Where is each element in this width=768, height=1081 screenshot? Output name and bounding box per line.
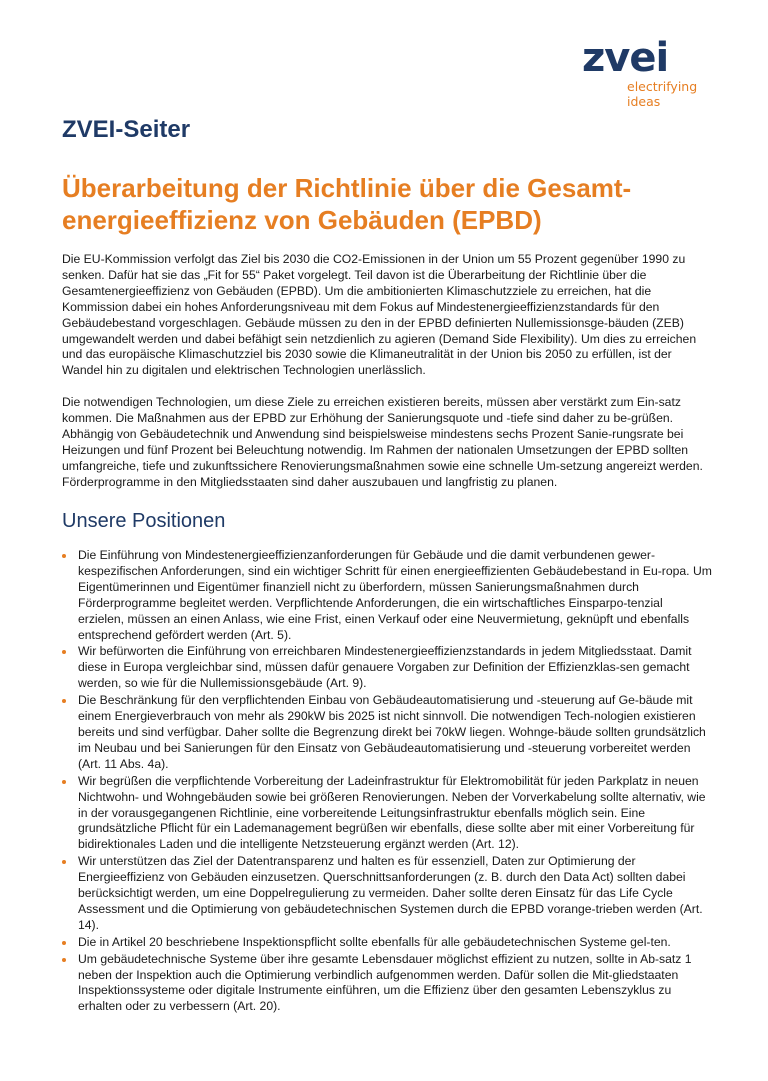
- list-item: [62, 774, 712, 854]
- bullet-icon: [62, 780, 66, 784]
- list-item-text: Wir befürworten die Einführung von erreichbaren Mindestenergieeffizienzstandards in jedem Mitgliedsstaat. Damit diese in Europa vergleichbar sind, müssen dafür genauere Vorgaben zur Definition der Effizienzklas-sen gemacht werden, so wie für die Nullemissionsgebäude (Art. 9).: [78, 644, 692, 691]
- list-item-text: Wir unterstützen das Ziel der Datentransparenz und halten es für essenziell, Daten zur Optimierung der Energieeffizienz von Gebäuden einzusetzen. Querschnittsanforderungen (z. B. durch den Data Act) sollten dabei berücksichtigt werden, um eine Doppelregulierung zu vermeiden. Daher sollte deren Einsatz für das Life Cycle Assessment und die Optimierung von gebäudetechnischen Systemen durch die EPBD vorange-trieben werden (Art. 14).: [78, 854, 703, 932]
- bullet-icon: [62, 554, 66, 558]
- zvei-logo: [582, 35, 712, 109]
- list-item: [62, 854, 712, 934]
- list-item: [62, 935, 712, 951]
- bullet-icon: [62, 699, 66, 703]
- list-item: [62, 548, 712, 643]
- list-item: [62, 952, 712, 1016]
- title-line-1: Überarbeitung der Richtlinie über die Gesamt-: [62, 173, 632, 203]
- bullet-icon: [62, 941, 66, 945]
- list-item: [62, 644, 712, 692]
- section-heading: Unsere Positionen: [62, 510, 226, 532]
- logo-tagline-2: ideas: [627, 94, 661, 109]
- logo-wordmark: zvei: [582, 35, 669, 81]
- list-item-text: Wir begrüßen die verpflichtende Vorbereitung der Ladeinfrastruktur für Elektromobilität für jeden Parkplatz in neuen Nichtwohn- und Wohngebäuden sowie bei größeren Renovierungen. Neben der Vorverkabelung sollte alternativ, wie in der vorausgegangenen Richtlinie, eine vorbereitende Leitungsinfrastruktur ebenfalls möglich sein. Eine grundsätzliche Pflicht für ein Lademanagement begrüßen wir ebenfalls, diese sollte aber mit einer Vorbereitung für bidirektionales Laden und die intelligente Netzsteuerung ergänzt werden (Art. 12).: [78, 773, 706, 852]
- list-item-text: Die Beschränkung für den verpflichtenden Einbau von Gebäudeautomatisierung und -steuerung auf Ge-bäude mit einem Energieverbrauch von mehr als 290kW bis 2025 ist nicht sinnvoll. Die notwendigen Tech-nologien existieren bereits und sind verfügbar. Daher sollte die Begrenzung direkt bei 70kW liegen. Wohnge-bäude sollten grundsätzlich im Neubau und bei Sanierungen für den Einsatz von Gebäudeautomatisierung und -steuerung vorbereitet werden (Art. 11 Abs. 4a).: [78, 693, 706, 771]
- list-item-text: Um gebäudetechnische Systeme über ihre gesamte Lebensdauer möglichst effizient zu nutzen, sollte in Ab-satz 1 neben der Inspektion auch die Optimierung verbindlich aufgenommen werden. Dafür sollen die Mit-gliedstaaten Inspektionssysteme oder digitale Instrumente einführen, um die Effizienz über den gesamten Lebenszyklus zu erhalten oder zu verbessern (Art. 20).: [78, 951, 692, 1014]
- bullet-icon: [62, 958, 66, 962]
- bullet-icon: [62, 650, 66, 654]
- intro-paragraph-1: Die EU-Kommission verfolgt das Ziel bis 2030 die CO2-Emissionen in der Union um 55 Prozent gegenüber 1990 zu senken. Dafür hat sie das „Fit for 55“ Paket vorgelegt. Teil davon ist die Überarbeitung der Richtlinie über die Gesamtenergieeffizienz von Gebäuden (EPBD). Um die ambitionierten Klimaschutzziele zu erreichen, hat die Kommission dabei ein hohes Anforderungsniveau mit dem Fokus auf Mindestenergieeffizienzstandards für den Gebäudebestand vorgeschlagen. Gebäude müssen zu den in der EPBD definierten Nullemissionsge-bäuden (ZEB) umgewandelt werden und dabei befähigt sein netzdienlich zu agieren (Demand Side Flexibility). Um dies zu erreichen und das europäische Klimaschutzziel bis 2030 sowie die Klimaneutralität in der Union bis 2050 zu erfüllen, ist der Wandel hin zu digitalen und elektrischen Technologien unerlässlich.: [62, 252, 697, 378]
- intro-paragraph-2: Die notwendigen Technologien, um diese Ziele zu erreichen existieren bereits, müssen aber verstärkt zum Ein-satz kommen. Die Maßnahmen aus der EPBD zur Erhöhung der Sanierungsquote und -tiefe sind daher zu be-grüßen. Abhängig von Gebäudetechnik und Anwendung sind beispielsweise mindestens sechs Prozent Sanie-rungsrate bei Heizungen und fünf Prozent bei Beleuchtung notwendig. Im Rahmen der nationalen Umsetzungen der EPBD sollten umfangreiche, tiefe und zukunftssichere Renovierungsmaßnahmen sowie eine schnelle Um-setzung angereizt werden. Förderprogramme in den Mitgliedsstaaten sind daher auszubauen und langfristig zu planen.: [62, 395, 703, 489]
- page-title: [62, 172, 712, 236]
- list-item: [62, 693, 712, 773]
- positions-list: [62, 548, 712, 1016]
- logo-tagline-1: electrifying: [627, 79, 698, 94]
- bullet-icon: [62, 860, 66, 864]
- title-line-2: energieeffizienz von Gebäuden (EPBD): [62, 205, 542, 235]
- kicker-heading: ZVEI-Seiter: [62, 116, 191, 143]
- list-item-text: Die Einführung von Mindestenergieeffizienzanforderungen für Gebäude und die damit verbundenen gewer-kespezifischen Anforderungen, sind ein wichtiger Schritt für einen energieeffizienten Gebäudebestand in Eu-ropa. Um Eigentümerinnen und Eigentümer finanziell nicht zu überfordern, müssen Sanierungsmaßnahmen durch Förderprogramme begleitet werden. Verpflichtende Anforderungen, die ein wirtschaftliches Einsparpo-tenzial erzielen, müssen an einen Anlass, wie eine Frist, einen Verkauf oder eine Neuvermietung, geknüpft und ebenfalls entsprechend gefördert werden (Art. 5).: [78, 548, 712, 642]
- list-item-text: Die in Artikel 20 beschriebene Inspektionspflicht sollte ebenfalls für alle gebäudetechnischen Systeme gel-ten.: [78, 934, 671, 949]
- intro-text: [62, 252, 712, 507]
